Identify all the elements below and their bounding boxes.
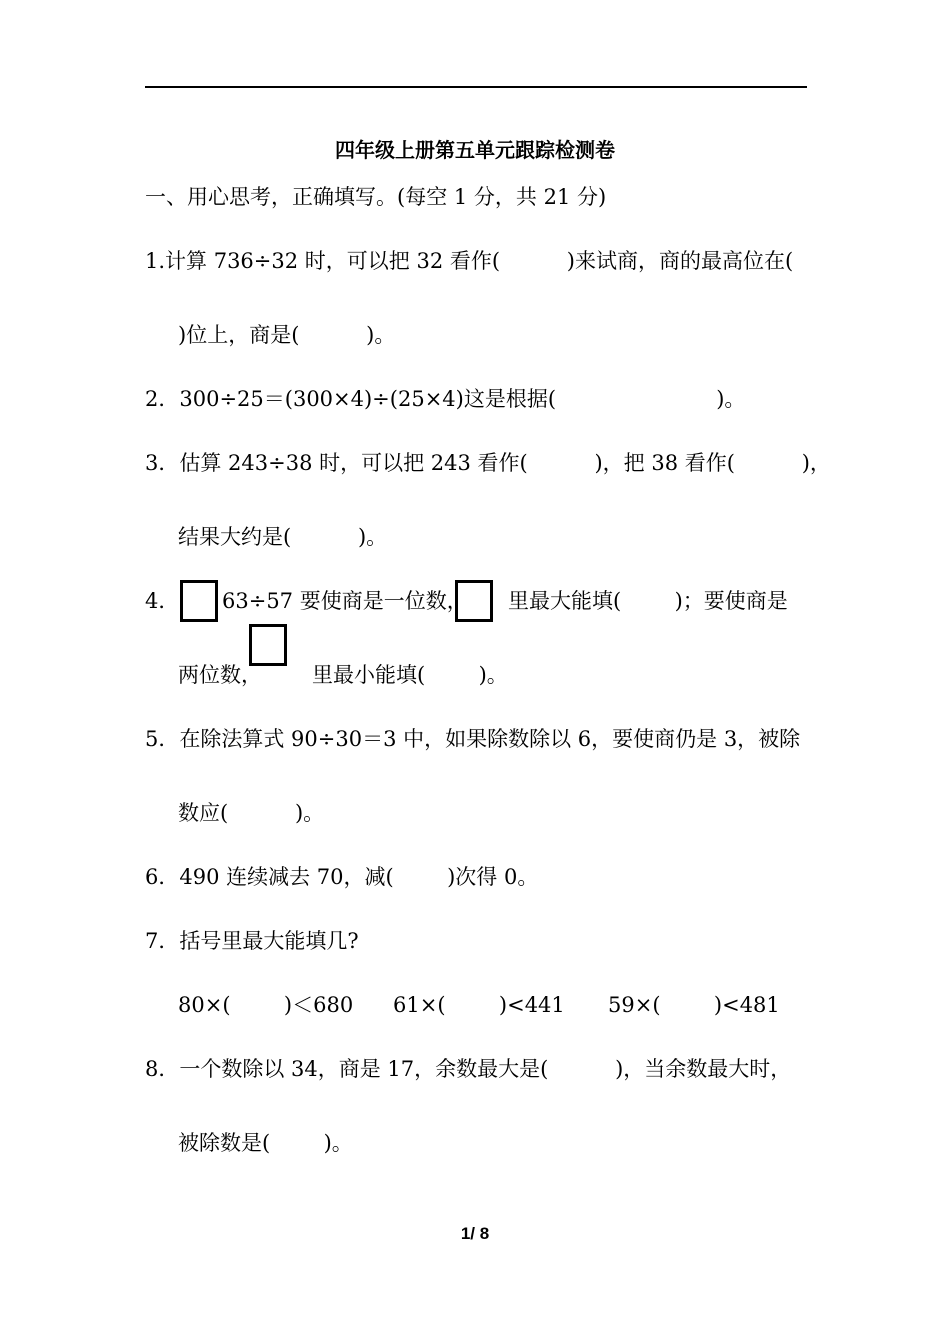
header-rule: [145, 86, 807, 88]
section-heading: 一、用心思考，正确填写。(每空 1 分，共 21 分): [145, 185, 607, 209]
q2-line1: 2．300÷25＝(300×4)÷(25×4)这是根据( )。: [145, 387, 746, 411]
q7-line1: 7．括号里最大能填几?: [145, 929, 359, 953]
q1-line2: )位上，商是( )。: [178, 323, 396, 347]
q4-part2: 里最大能填( )；要使商是: [508, 589, 788, 613]
q8-line2: 被除数是( )。: [178, 1131, 353, 1155]
page-title: 四年级上册第五单元跟踪检测卷: [335, 138, 615, 162]
q3-line2: 结果大约是( )。: [178, 525, 388, 549]
q7-item: 61×( )<441: [393, 993, 565, 1017]
q5-line2: 数应( )。: [178, 801, 325, 825]
q3-line1: 3．估算 243÷38 时，可以把 243 看作( )，把 38 看作( )，: [145, 451, 831, 475]
q6-line1: 6．490 连续减去 70，减( )次得 0。: [145, 865, 539, 889]
q7-item: 80×( )＜680: [178, 993, 354, 1017]
q7-item: 59×( )<481: [608, 993, 780, 1017]
q5-line1: 5．在除法算式 90÷30＝3 中，如果除数除以 6，要使商仍是 3，被除: [145, 727, 801, 751]
answer-box-3: [249, 624, 287, 666]
q4-part3: 两位数，: [178, 663, 262, 687]
q1-line1: 1.计算 736÷32 时，可以把 32 看作( )来试商，商的最高位在(: [145, 249, 794, 273]
answer-box-2: [455, 580, 493, 622]
q4-part4: 里最小能填( )。: [312, 663, 508, 687]
page-number: 1/ 8: [460, 1224, 490, 1243]
q8-line1: 8．一个数除以 34，商是 17，余数最大是( )，当余数最大时，: [145, 1057, 792, 1081]
q4-number: 4．: [145, 589, 180, 613]
answer-box-1: [180, 580, 218, 622]
q4-part1: 63÷57 要使商是一位数，: [222, 589, 468, 613]
